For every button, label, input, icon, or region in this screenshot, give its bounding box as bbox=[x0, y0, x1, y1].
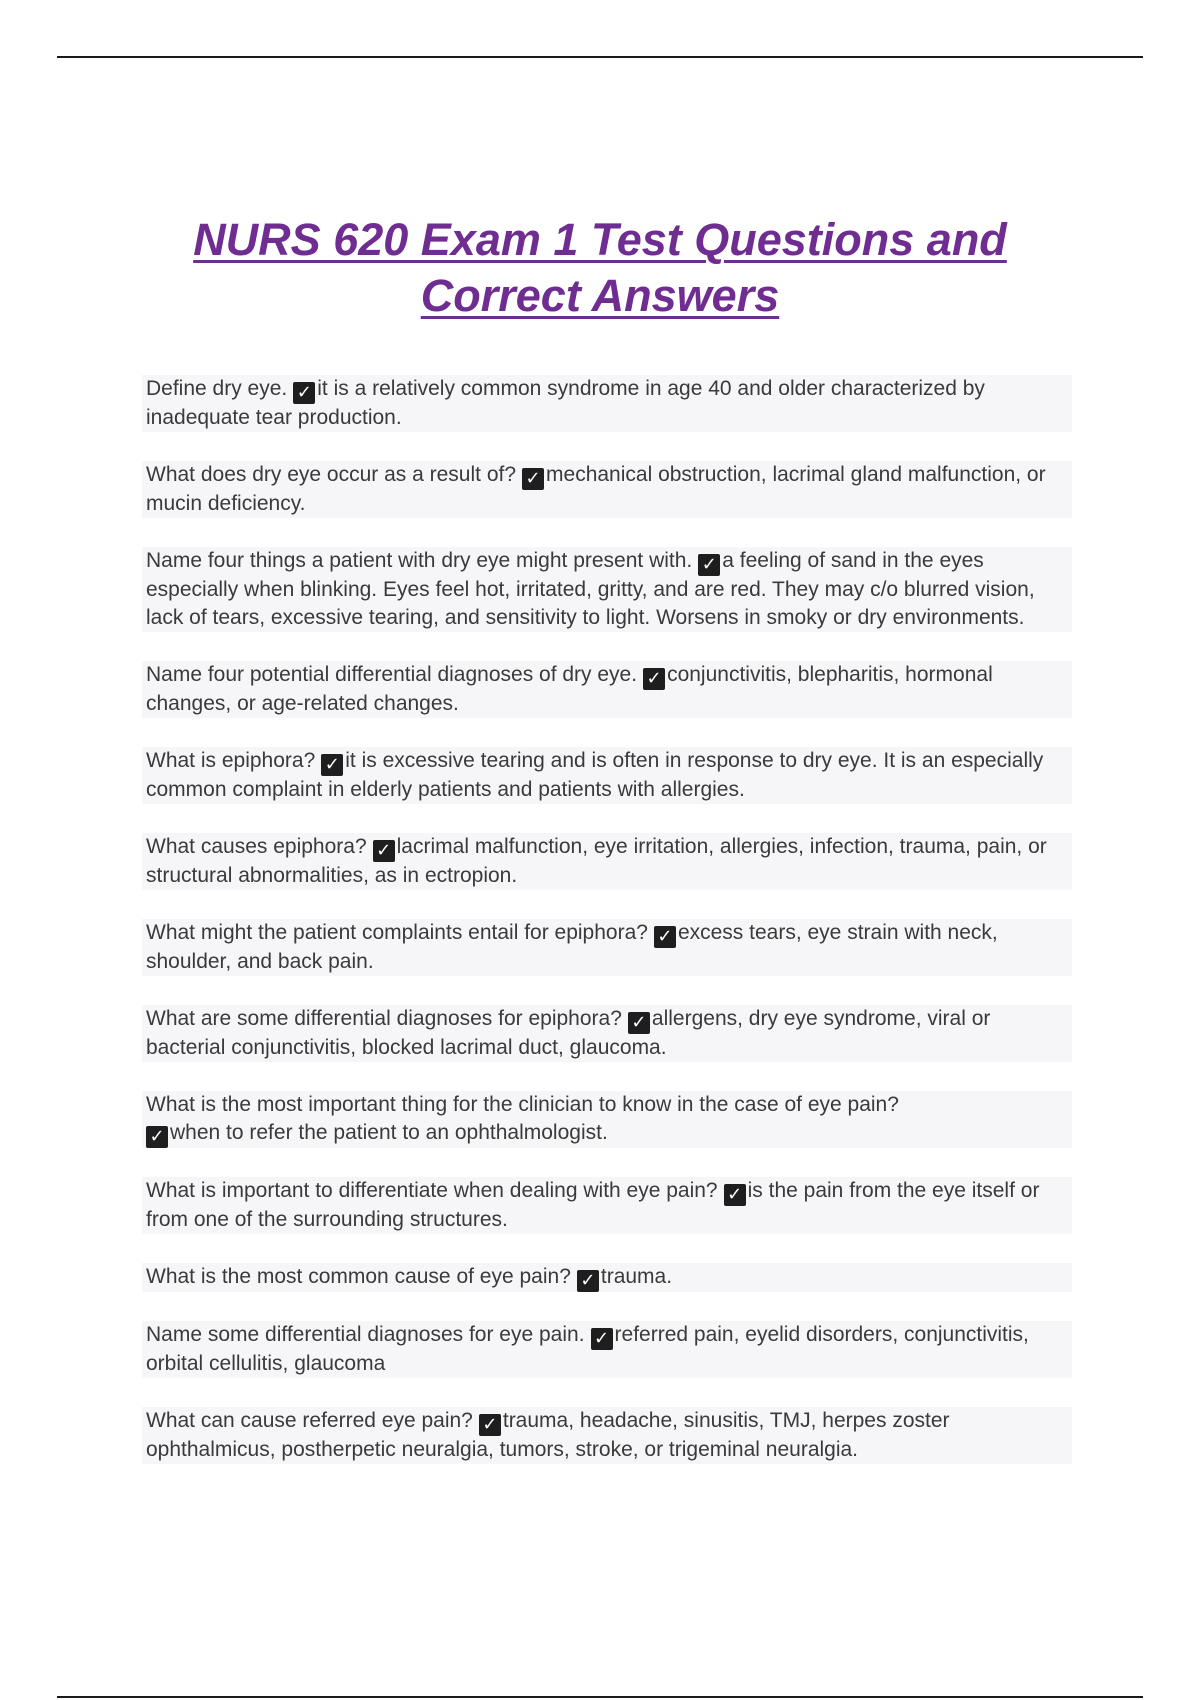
question-text: What can cause referred eye pain? bbox=[146, 1409, 473, 1432]
qa-item bbox=[142, 919, 1072, 976]
answer-text: conjunctivitis, blepharitis, hormonal changes, or age-related changes. bbox=[146, 663, 993, 715]
answer-text: it is excessive tearing and is often in response to dry eye. It is an especially common complaint in elderly patients and patients with allergies. bbox=[146, 749, 1044, 801]
answer-text: a feeling of sand in the eyes especially when blinking. Eyes feel hot, irritated, gritty, and are red. They may c/o blurred vision, lack of tears, excessive tearing, and sensitivity to light. Worsens in smoky or dry environments. bbox=[146, 549, 1035, 629]
answer-text: allergens, dry eye syndrome, viral or bacterial conjunctivitis, blocked lacrimal duct, glaucoma. bbox=[146, 1007, 991, 1059]
question-text: Name some differential diagnoses for eye pain. bbox=[146, 1323, 585, 1346]
checkmark-icon: ✓ bbox=[146, 1126, 168, 1148]
checkmark-icon: ✓ bbox=[643, 668, 665, 690]
checkmark-icon: ✓ bbox=[654, 926, 676, 948]
question-text: What does dry eye occur as a result of? bbox=[146, 463, 517, 486]
qa-item bbox=[142, 1263, 1072, 1292]
question-text: Define dry eye. bbox=[146, 377, 288, 400]
answer-text: lacrimal malfunction, eye irritation, allergies, infection, trauma, pain, or structural abnormalities, as in ectropion. bbox=[146, 835, 1047, 887]
checkmark-icon: ✓ bbox=[724, 1184, 746, 1206]
checkmark-icon: ✓ bbox=[479, 1414, 501, 1436]
qa-item bbox=[142, 833, 1072, 890]
checkmark-icon: ✓ bbox=[591, 1328, 613, 1350]
qa-item bbox=[142, 461, 1072, 518]
question-text: What causes epiphora? bbox=[146, 835, 367, 858]
question-text: What are some differential diagnoses for epiphora? bbox=[146, 1007, 622, 1030]
qa-item bbox=[142, 1177, 1072, 1234]
answer-text: excess tears, eye strain with neck, shoulder, and back pain. bbox=[146, 921, 998, 973]
top-rule bbox=[57, 56, 1143, 58]
qa-item bbox=[142, 1407, 1072, 1464]
answer-text: referred pain, eyelid disorders, conjunctivitis, orbital cellulitis, glaucoma bbox=[146, 1323, 1029, 1375]
qa-item bbox=[142, 547, 1072, 632]
answer-text: is the pain from the eye itself or from one of the surrounding structures. bbox=[146, 1179, 1040, 1231]
question-text: What is epiphora? bbox=[146, 749, 316, 772]
checkmark-icon: ✓ bbox=[373, 840, 395, 862]
qa-item bbox=[142, 1091, 1072, 1148]
question-text: What is the most important thing for the clinician to know in the case of eye pain? bbox=[146, 1093, 899, 1116]
checkmark-icon: ✓ bbox=[628, 1012, 650, 1034]
bottom-rule bbox=[57, 1696, 1143, 1698]
qa-item bbox=[142, 661, 1072, 718]
qa-item bbox=[142, 747, 1072, 804]
question-text: What is the most common cause of eye pain? bbox=[146, 1265, 571, 1288]
answer-text: when to refer the patient to an ophthalmologist. bbox=[170, 1121, 608, 1144]
qa-item bbox=[142, 375, 1072, 432]
checkmark-icon: ✓ bbox=[321, 754, 343, 776]
question-text: Name four things a patient with dry eye might present with. bbox=[146, 549, 693, 572]
document-title: NURS 620 Exam 1 Test Questions and Correct Answers bbox=[193, 214, 1007, 321]
qa-list bbox=[142, 354, 1072, 1493]
answer-text: trauma, headache, sinusitis, TMJ, herpes zoster ophthalmicus, postherpetic neuralgia, tumors, stroke, or trigeminal neuralgia. bbox=[146, 1409, 950, 1461]
qa-item bbox=[142, 1005, 1072, 1062]
question-text: Name four potential differential diagnoses of dry eye. bbox=[146, 663, 638, 686]
checkmark-icon: ✓ bbox=[522, 468, 544, 490]
checkmark-icon: ✓ bbox=[577, 1270, 599, 1292]
qa-item bbox=[142, 1321, 1072, 1378]
question-text: What might the patient complaints entail for epiphora? bbox=[146, 921, 648, 944]
checkmark-icon: ✓ bbox=[698, 554, 720, 576]
checkmark-icon: ✓ bbox=[293, 382, 315, 404]
answer-text: mechanical obstruction, lacrimal gland malfunction, or mucin deficiency. bbox=[146, 463, 1046, 515]
question-text: What is important to differentiate when dealing with eye pain? bbox=[146, 1179, 718, 1202]
answer-text: it is a relatively common syndrome in age 40 and older characterized by inadequate tear production. bbox=[146, 377, 985, 429]
answer-text: trauma. bbox=[600, 1265, 673, 1288]
